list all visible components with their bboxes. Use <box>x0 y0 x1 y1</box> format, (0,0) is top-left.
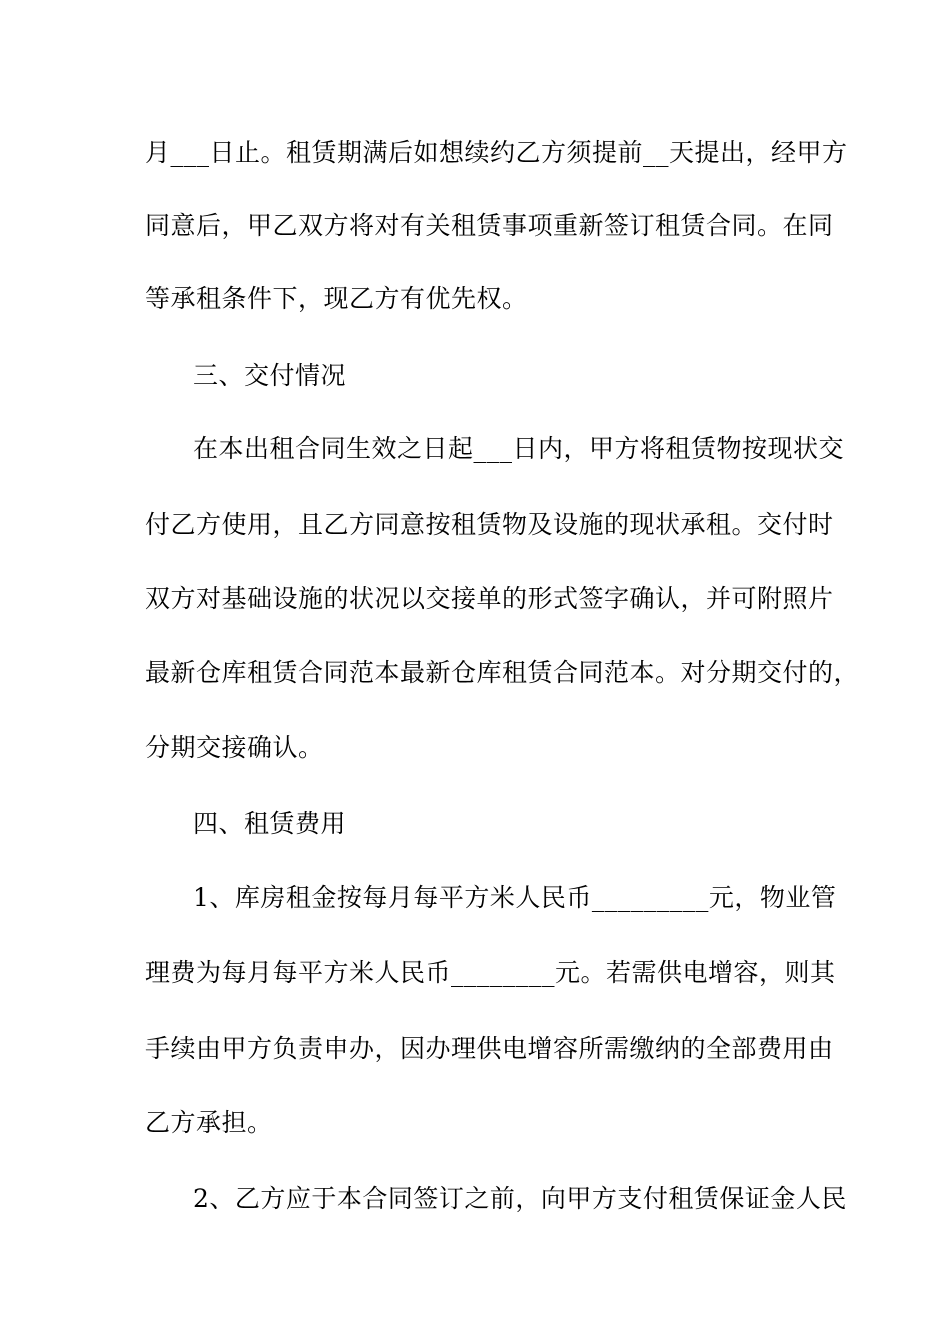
section-heading: 三、交付情况 <box>193 361 347 390</box>
paragraph-line: 手续由甲方负责申办，因办理供电增容所需缴纳的全部费用由 <box>145 1034 834 1063</box>
paragraph-line: 最新仓库租赁合同范本最新仓库租赁合同范本。对分期交付的， <box>145 658 860 687</box>
paragraph-line: 等承租条件下，现乙方有优先权。 <box>145 284 528 313</box>
paragraph-line: 在本出租合同生效之日起___日内，甲方将租赁物按现状交 <box>193 434 845 463</box>
paragraph-line: 1、库房租金按每月每平方米人民币_________元，物业管 <box>193 883 837 912</box>
paragraph-line: 理费为每月每平方米人民币________元。若需供电增容，则其 <box>145 958 836 987</box>
section-heading: 四、租赁费用 <box>193 809 347 838</box>
paragraph-line: 分期交接确认。 <box>145 733 324 762</box>
paragraph-line: 双方对基础设施的状况以交接单的形式签字确认，并可附照片 <box>145 584 834 613</box>
paragraph-line: 2、乙方应于本合同签订之前，向甲方支付租赁保证金人民 <box>193 1184 847 1213</box>
paragraph-line: 同意后，甲乙双方将对有关租赁事项重新签订租赁合同。在同 <box>145 211 834 240</box>
paragraph-line: 月___日止。租赁期满后如想续约乙方须提前__天提出，经甲方 <box>145 138 848 167</box>
paragraph-line: 付乙方使用，且乙方同意按租赁物及设施的现状承租。交付时 <box>145 510 834 539</box>
paragraph-line: 乙方承担。 <box>145 1108 273 1137</box>
